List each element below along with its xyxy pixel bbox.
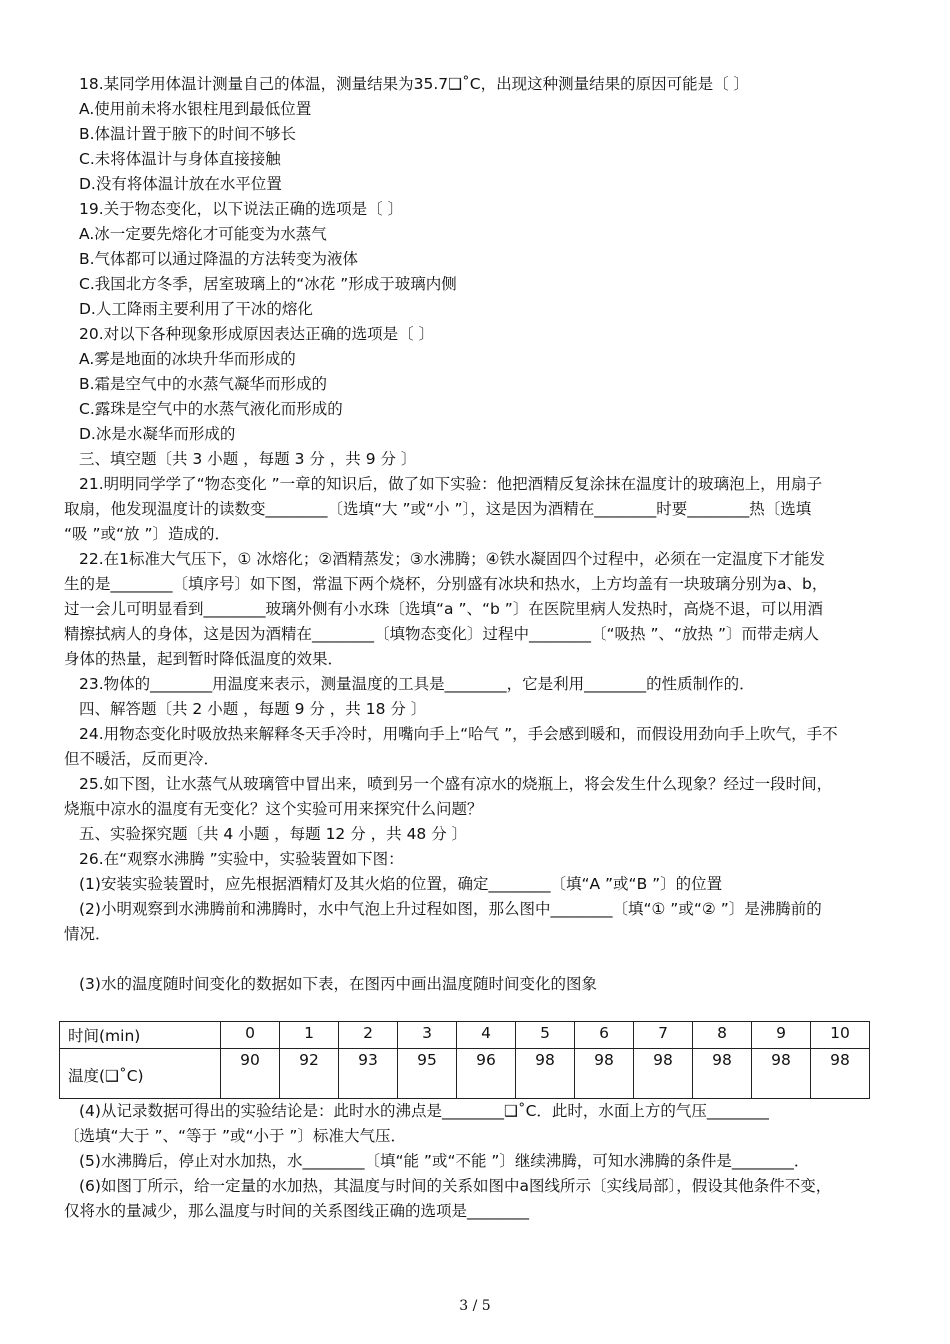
table-row-temperature (60, 1049, 870, 1099)
q23-line: 23.物体的________用温度来表示，测量温度的工具是________，它是利用________的性质制作的． (79, 675, 755, 693)
q20-option-d: D.冰是水凝华而形成的 (79, 425, 236, 443)
time-cell: 1 (280, 1022, 339, 1049)
q20-stem: 20.对以下各种现象形成原因表达正确的选项是〔 〕 (79, 325, 435, 343)
temperature-cell: 96 (457, 1049, 516, 1099)
q19-option-b: B.气体都可以通过降温的方法转变为液体 (79, 250, 359, 268)
q18-option-d: D.没有将体温计放在水平位置 (79, 175, 282, 193)
q22-line-2: 生的是________〔填序号〕如下图，常温下两个烧杯，分别盛有冰块和热水，上方均盖有一块玻璃分别为a、b， (64, 575, 828, 593)
table-row-time (60, 1022, 870, 1049)
q19-option-d: D.人工降雨主要利用了干冰的熔化 (79, 300, 313, 318)
time-cell: 3 (398, 1022, 457, 1049)
q25-line-2: 烧瓶中凉水的温度有无变化？这个实验可用来探究什么问题？ (64, 800, 483, 818)
section-3-heading: 三、填空题〔共 3 小题 ，每题 3 分 ，共 9 分 〕 (79, 450, 417, 468)
temperature-table (59, 1021, 870, 1099)
q26-part-4: (4)从记录数据可得出的实验结论是：此时水的沸点是________❑˚C．此时，水面上方的气压________ (79, 1102, 769, 1120)
temperature-cell: 98 (752, 1049, 811, 1099)
time-cell: 5 (516, 1022, 575, 1049)
q21-line-1: 21.明明同学学了“物态变化 ”一章的知识后，做了如下实验：他把酒精反复涂抹在温度计的玻璃泡上，用扇子 (79, 475, 823, 493)
q25-line-1: 25.如下图，让水蒸气从玻璃管中冒出来，喷到另一个盛有凉水的烧瓶上，将会发生什么现象？经过一段时间， (79, 775, 833, 793)
q21-line-2: 取扇，他发现温度计的读数变________〔选填“大 ”或“小 ”〕，这是因为酒精在________时要________热〔选填 (64, 500, 812, 518)
q22-line-4: 精擦拭病人的身体，这是因为酒精在________〔填物态变化〕过程中________〔“吸热 ”、“放热 ”〕而带走病人 (64, 625, 819, 643)
time-cell: 8 (693, 1022, 752, 1049)
time-cell: 10 (811, 1022, 870, 1049)
q18-stem: 18.某同学用体温计测量自己的体温，测量结果为35.7❑˚C，出现这种测量结果的原因可能是〔 〕 (79, 75, 750, 93)
temperature-header: 温度(❑˚C) (60, 1049, 221, 1099)
q19-option-a: A.冰一定要先熔化才可能变为水蒸气 (79, 225, 327, 243)
page-number: 3 / 5 (459, 1298, 491, 1314)
q22-line-1: 22.在1标准大气压下，① 冰熔化；②酒精蒸发；③水沸腾；④铁水凝固四个过程中，必须在一定温度下才能发 (79, 550, 826, 568)
q26-stem: 26.在“观察水沸腾 ”实验中，实验装置如下图： (79, 850, 404, 868)
q24-line-1: 24.用物态变化时吸放热来解释冬天手冷时，用嘴向手上“哈气 ”，手会感到暖和，而假设用劲向手上吹气，手不 (79, 725, 838, 743)
q26-part-2: (2)小明观察到水沸腾前和沸腾时，水中气泡上升过程如图，那么图中________〔填“① ”或“② ”〕是沸腾前的 (79, 900, 822, 918)
temperature-cell: 95 (398, 1049, 457, 1099)
q26-part-5: (5)水沸腾后，停止对水加热，水________〔填“能 ”或“不能 ”〕继续沸腾，可知水沸腾的条件是________． (79, 1152, 810, 1170)
temperature-cell: 98 (811, 1049, 870, 1099)
q19-option-c: C.我国北方冬季，居室玻璃上的“冰花 ”形成于玻璃内侧 (79, 275, 457, 293)
time-cell: 6 (575, 1022, 634, 1049)
q26-part-2-cont: 情况． (64, 925, 111, 943)
q19-stem: 19.关于物态变化，以下说法正确的选项是〔 〕 (79, 200, 404, 218)
q21-line-3: “吸 ”或“放 ”〕造成的． (64, 525, 230, 543)
q26-part-1: (1)安装实验装置时，应先根据酒精灯及其火焰的位置，确定________〔填“A ”或“B ”〕的位置 (79, 875, 723, 893)
time-cell: 9 (752, 1022, 811, 1049)
q18-option-c: C.未将体温计与身体直接接触 (79, 150, 281, 168)
q26-part-4-cont: 〔选填“大于 ”、“等于 ”或“小于 ”〕标准大气压． (64, 1127, 406, 1145)
temperature-cell: 98 (575, 1049, 634, 1099)
section-5-heading: 五、实验探究题〔共 4 小题 ，每题 12 分 ，共 48 分 〕 (79, 825, 468, 843)
q26-part-3: (3)水的温度随时间变化的数据如下表，在图丙中画出温度随时间变化的图象 (79, 975, 597, 993)
section-4-heading: 四、解答题〔共 2 小题 ，每题 9 分 ，共 18 分 〕 (79, 700, 427, 718)
temperature-cell: 93 (339, 1049, 398, 1099)
temperature-cell: 98 (693, 1049, 752, 1099)
q20-option-c: C.露珠是空气中的水蒸气液化而形成的 (79, 400, 343, 418)
q26-part-6: (6)如图丁所示，给一定量的水加热，其温度与时间的关系如图中a图线所示〔实线局部〕，假设其他条件不变， (79, 1177, 832, 1195)
temperature-cell: 98 (516, 1049, 575, 1099)
time-cell: 7 (634, 1022, 693, 1049)
time-cell: 0 (221, 1022, 280, 1049)
q22-line-3: 过一会儿可明显看到________玻璃外侧有小水珠〔选填“a ”、“b ”〕在医院里病人发热时，高烧不退，可以用酒 (64, 600, 823, 618)
q22-line-5: 身体的热量，起到暂时降低温度的效果． (64, 650, 344, 668)
time-header: 时间(min) (60, 1022, 221, 1049)
time-cell: 2 (339, 1022, 398, 1049)
q20-option-a: A.雾是地面的冰块升华而形成的 (79, 350, 296, 368)
q18-option-a: A.使用前未将水银柱甩到最低位置 (79, 100, 312, 118)
q18-option-b: B.体温计置于腋下的时间不够长 (79, 125, 297, 143)
q26-part-6-cont: 仅将水的量减少，那么温度与时间的关系图线正确的选项是________ (64, 1202, 530, 1220)
q20-option-b: B.霜是空气中的水蒸气凝华而形成的 (79, 375, 328, 393)
time-cell: 4 (457, 1022, 516, 1049)
temperature-cell: 98 (634, 1049, 693, 1099)
temperature-cell: 90 (221, 1049, 280, 1099)
temperature-cell: 92 (280, 1049, 339, 1099)
q24-line-2: 但不暖活，反而更冷． (64, 750, 220, 768)
